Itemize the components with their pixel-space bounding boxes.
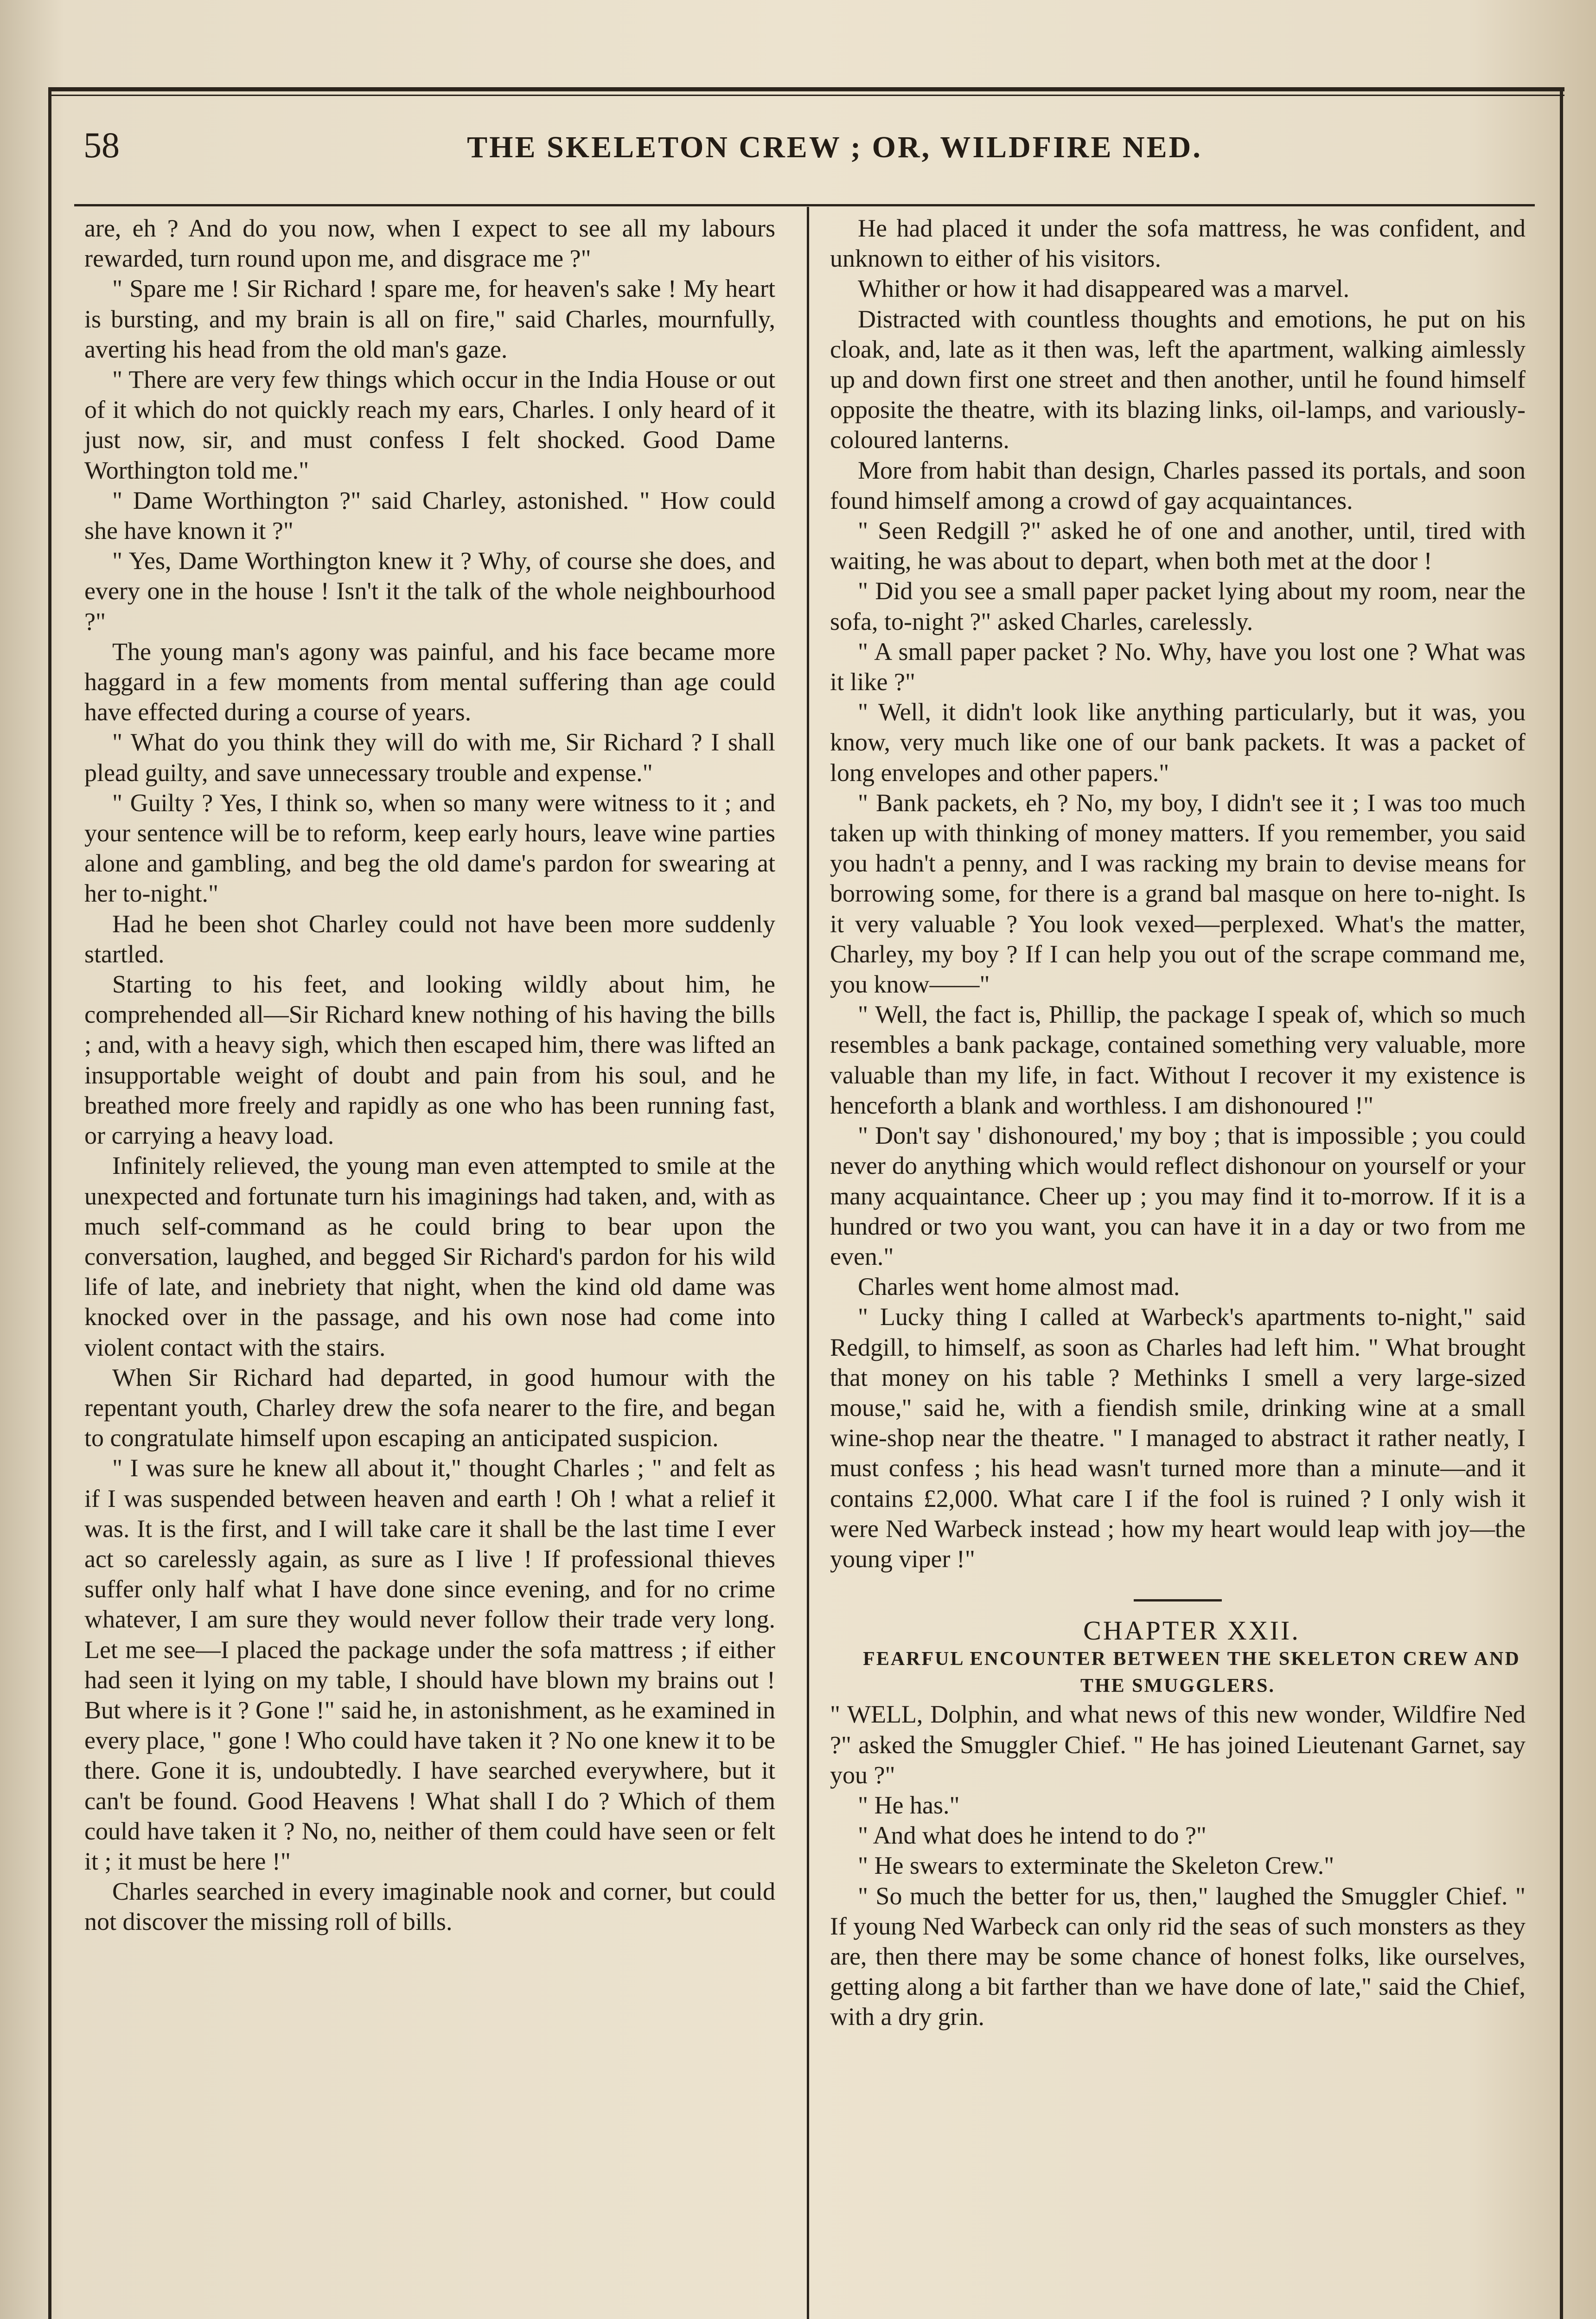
- paragraph: are, eh ? And do you now, when I expect to see all my labours rewarded, turn round upon me, and disgrace me ?": [84, 214, 775, 273]
- paragraph: " Well, the fact is, Phillip, the package I speak of, which so much resembles a bank package, contained something very valuable, more valuable than my life, in fact. Without I recover it my existence is henceforth a blank and worthless. I am dishonoured !": [830, 1000, 1526, 1119]
- paragraph: " Dame Worthington ?" said Charley, astonished. " How could she have known it ?": [84, 486, 775, 545]
- paragraph: " He swears to exterminate the Skeleton Crew.": [858, 1851, 1334, 1880]
- column-rule: [807, 207, 809, 2319]
- paragraph: " There are very few things which occur in the India House or out of it which do not quickly reach my ears, Charles. I only heard of it just now, sir, and must confess I felt shocked. Good Dame Worthington told me.": [84, 365, 775, 484]
- paragraph: Charles searched in every imaginable nook and corner, but could not discover the missing roll of bills.: [84, 1877, 775, 1936]
- left-column: [84, 213, 775, 1937]
- paragraph: " A small paper packet ? No. Why, have you lost one ? What was it like ?": [830, 637, 1526, 696]
- paragraph: " What do you think they will do with me, Sir Richard ? I shall plead guilty, and save unnecessary trouble and expense.": [84, 728, 775, 787]
- border-top-inner: [48, 95, 1564, 96]
- paragraph: Infinitely relieved, the young man even attempted to smile at the unexpected and fortunate turn his imaginings had taken, and, with as much self-command as he could bring to bear upon the conversation, laughed, and begged Sir Richard's pardon for his wild life of late, and inebriety that night, when the kind old dame was knocked over in the passage, and his own nose had come into violent contact with the stairs.: [84, 1152, 775, 1361]
- paragraph: " Well, it didn't look like anything particularly, but it was, you know, very much like one of our bank packets. It was a packet of long envelopes and other papers.": [830, 698, 1526, 787]
- paragraph: " Seen Redgill ?" asked he of one and another, until, tired with waiting, he was about to depart, when both met at the door !: [830, 517, 1526, 575]
- paragraph: " And what does he intend to do ?": [858, 1821, 1207, 1850]
- right-column: [830, 213, 1526, 2032]
- paragraph: Whither or how it had disappeared was a marvel.: [858, 275, 1350, 303]
- paragraph: " Don't say ' dishonoured,' my boy ; that is impossible ; you could never do anything which would reflect dishonour on yourself or your many acquaintance. Cheer up ; you may find it to-morrow. If it is a hundred or two you want, you can have it in a day or two from me even.": [830, 1121, 1526, 1270]
- paragraph: " Did you see a small paper packet lying about my room, near the sofa, to-night ?" asked Charles, carelessly.: [830, 577, 1526, 635]
- paragraph: " Bank packets, eh ? No, my boy, I didn't see it ; I was too much taken up with thinking of money matters. If you remember, you said you hadn't a penny, and I was racking my brain to devise means for borrowing some, for there is a grand bal masque on here to-night. Is it very valuable ? You look vexed—perplexed. What's the matter, Charley, my boy ? If I can help you out of the scrape command me, you know——": [830, 788, 1526, 999]
- paragraph: " Yes, Dame Worthington knew it ? Why, of course she does, and every one in the house ! Isn't it the talk of the whole neighbourhood ?": [84, 547, 775, 635]
- paragraph: " Lucky thing I called at Warbeck's apartments to-night," said Redgill, to himself, as soon as Charles had left him. " What brought that money on his table ? Methinks I smell a very large-sized mouse," said he, with a fiendish smile, drinking wine at a small wine-shop near the theatre. " I managed to abstract it rather neatly, I must confess ; his head wasn't turned more than a minute—and it contains £2,000. What care I if the fool is ruined ? I only wish it were Ned Warbeck instead ; how my heart would leap with joy—the young viper !": [830, 1303, 1526, 1573]
- paragraph: When Sir Richard had departed, in good humour with the repentant youth, Charley drew the sofa nearer to the fire, and began to congratulate himself upon escaping an anticipated suspicion.: [84, 1363, 775, 1452]
- paragraph: " I was sure he knew all about it," thought Charles ; " and felt as if I was suspended between heaven and earth ! Oh ! what a relief it was. It is the first, and I will take care it shall be the last time I ever act so carelessly again, as sure as I live ! If professional thieves suffer only half what I have done since evening, and for no crime whatever, I am sure they would never follow their trade very long. Let me see—I placed the package under the sofa mattress ; if either had seen it lying on my table, I should have blown my brains out ! But where is it ? Gone !" said he, in astonishment, as he examined in every place, " gone ! Who could have taken it ? No one knew it to be there. Gone it is, undoubtedly. I have searched everywhere, but it can't be found. Good Heavens ! What shall I do ? Which of them could have taken it ? No, no, neither of them could have seen or felt it ; it must be here !": [84, 1454, 775, 1875]
- paragraph: Starting to his feet, and looking wildly about him, he comprehended all—Sir Richard knew nothing of his having the bills ; and, with a heavy sigh, which then escaped him, there was lifted an insupportable weight of doubt and pain from his soul, and he breathed more freely and rapidly as one who has been running fast, or carrying a heavy load.: [84, 970, 775, 1150]
- chapter-subtitle: FEARFUL ENCOUNTER BETWEEN THE SKELETON CREW AND THE SMUGGLERS.: [863, 1648, 1520, 1697]
- paragraph: More from habit than design, Charles passed its portals, and soon found himself among a crowd of gay acquaintances.: [830, 456, 1526, 514]
- page-number: 58: [83, 125, 120, 165]
- chapter-rule: [1134, 1599, 1222, 1602]
- running-title: THE SKELETON CREW ; OR, WILDFIRE NED.: [467, 130, 1202, 164]
- chapter-title: CHAPTER XXII.: [1083, 1615, 1300, 1646]
- paragraph: " WELL, Dolphin, and what news of this new wonder, Wildfire Ned ?" asked the Smuggler Chief. " He has joined Lieutenant Garnet, say you ?": [830, 1700, 1526, 1789]
- paragraph: Charles went home almost mad.: [858, 1273, 1180, 1301]
- border-left: [48, 87, 51, 2319]
- paragraph: The young man's agony was painful, and his face became more haggard in a few moments from mental suffering than age could have effected during a course of years.: [84, 637, 775, 726]
- paragraph: " He has.": [858, 1791, 960, 1819]
- paragraph: Had he been shot Charley could not have been more suddenly startled.: [84, 910, 775, 968]
- header-rule: [74, 204, 1535, 206]
- border-top: [48, 87, 1564, 91]
- paragraph: He had placed it under the sofa mattress, he was confident, and unknown to either of his visitors.: [830, 214, 1526, 273]
- paragraph: " Spare me ! Sir Richard ! spare me, for heaven's sake ! My heart is bursting, and my brain is all on fire," said Charles, mournfully, averting his head from the old man's gaze.: [84, 275, 775, 363]
- border-right: [1560, 87, 1563, 2319]
- paragraph: Distracted with countless thoughts and emotions, he put on his cloak, and, late as it then was, left the apartment, walking aimlessly up and down first one street and then another, until he found himself opposite the theatre, with its blazing links, oil-lamps, and variously-coloured lanterns.: [830, 305, 1526, 454]
- paragraph: " Guilty ? Yes, I think so, when so many were witness to it ; and your sentence will be to reform, keep early hours, leave wine parties alone and gambling, and beg the old dame's pardon for swearing at her to-night.": [84, 788, 775, 908]
- paragraph: " So much the better for us, then," laughed the Smuggler Chief. " If young Ned Warbeck can only rid the seas of such monsters as they are, then there may be some chance of honest folks, like ourselves, getting along a bit farther than we have done of late," said the Chief, with a dry grin.: [830, 1882, 1526, 2031]
